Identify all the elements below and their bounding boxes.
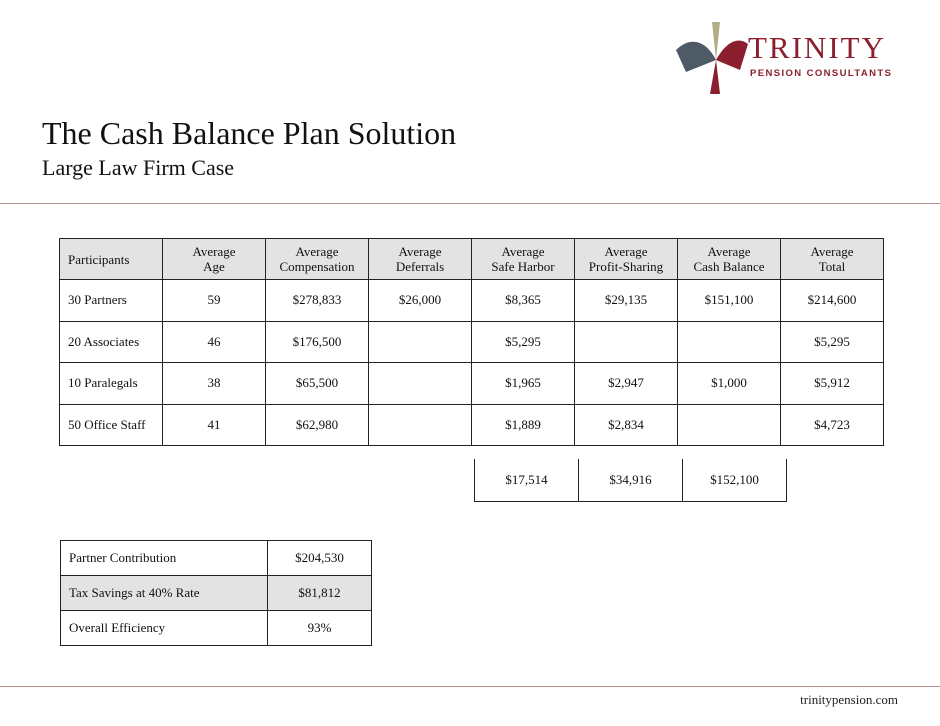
table-cell bbox=[678, 321, 781, 363]
header-average-safe-harbor: Average Safe Harbor bbox=[472, 239, 575, 280]
table-cell: $176,500 bbox=[266, 321, 369, 363]
table-cell: $29,135 bbox=[575, 280, 678, 322]
participant-group-cell: 10 Paralegals bbox=[60, 363, 163, 405]
table-cell: $65,500 bbox=[266, 363, 369, 405]
participant-group-cell: 20 Associates bbox=[60, 321, 163, 363]
logo-name: TRINITY bbox=[748, 30, 886, 65]
header-average-deferrals: Average Deferrals bbox=[369, 239, 472, 280]
summary-label: Tax Savings at 40% Rate bbox=[61, 576, 268, 611]
table-row bbox=[60, 363, 884, 405]
total-profit-sharing: $34,916 bbox=[579, 459, 683, 501]
participants-table bbox=[59, 238, 884, 446]
summary-row bbox=[61, 541, 372, 576]
summary-value: 93% bbox=[268, 611, 372, 646]
company-logo bbox=[676, 20, 906, 96]
table-cell: $278,833 bbox=[266, 280, 369, 322]
summary-row bbox=[61, 576, 372, 611]
header-participants: Participants bbox=[60, 239, 163, 280]
footer-divider bbox=[0, 686, 940, 687]
table-cell: 41 bbox=[163, 404, 266, 446]
table-cell: 59 bbox=[163, 280, 266, 322]
footer-website: trinitypension.com bbox=[800, 692, 898, 707]
table-cell bbox=[369, 363, 472, 405]
total-cash-balance: $152,100 bbox=[683, 459, 787, 501]
table-cell: $5,295 bbox=[472, 321, 575, 363]
table-cell: $4,723 bbox=[781, 404, 884, 446]
summary-value: $204,530 bbox=[268, 541, 372, 576]
table-cell: $1,965 bbox=[472, 363, 575, 405]
logo-tagline: PENSION CONSULTANTS bbox=[750, 68, 893, 79]
header-divider bbox=[0, 203, 940, 204]
table-header-row bbox=[60, 239, 884, 280]
table-row bbox=[60, 280, 884, 322]
table-cell: $5,912 bbox=[781, 363, 884, 405]
summary-label: Partner Contribution bbox=[61, 541, 268, 576]
totals-table bbox=[474, 459, 787, 502]
table-cell: $2,947 bbox=[575, 363, 678, 405]
table-row bbox=[60, 404, 884, 446]
table-cell: $26,000 bbox=[369, 280, 472, 322]
table-cell: $2,834 bbox=[575, 404, 678, 446]
page-title: The Cash Balance Plan Solution bbox=[42, 115, 457, 151]
summary-label: Overall Efficiency bbox=[61, 611, 268, 646]
table-cell: $8,365 bbox=[472, 280, 575, 322]
summary-row bbox=[61, 611, 372, 646]
header-average-compensation: Average Compensation bbox=[266, 239, 369, 280]
table-row bbox=[60, 321, 884, 363]
trinity-logo-icon bbox=[676, 20, 748, 96]
header-average-cash-balance: Average Cash Balance bbox=[678, 239, 781, 280]
header-average-age: Average Age bbox=[163, 239, 266, 280]
summary-table bbox=[60, 540, 372, 646]
table-cell bbox=[678, 404, 781, 446]
table-cell bbox=[575, 321, 678, 363]
table-cell: $5,295 bbox=[781, 321, 884, 363]
table-cell: $1,889 bbox=[472, 404, 575, 446]
table-cell: $1,000 bbox=[678, 363, 781, 405]
table-cell: $62,980 bbox=[266, 404, 369, 446]
header-average-total: Average Total bbox=[781, 239, 884, 280]
participant-group-cell: 30 Partners bbox=[60, 280, 163, 322]
table-cell bbox=[369, 404, 472, 446]
totals-row bbox=[475, 459, 787, 501]
total-safe-harbor: $17,514 bbox=[475, 459, 579, 501]
table-cell: 46 bbox=[163, 321, 266, 363]
page-subtitle: Large Law Firm Case bbox=[42, 155, 235, 180]
table-cell: $214,600 bbox=[781, 280, 884, 322]
summary-value: $81,812 bbox=[268, 576, 372, 611]
header-average-profit-sharing: Average Profit-Sharing bbox=[575, 239, 678, 280]
participant-group-cell: 50 Office Staff bbox=[60, 404, 163, 446]
table-cell: 38 bbox=[163, 363, 266, 405]
table-cell bbox=[369, 321, 472, 363]
table-cell: $151,100 bbox=[678, 280, 781, 322]
